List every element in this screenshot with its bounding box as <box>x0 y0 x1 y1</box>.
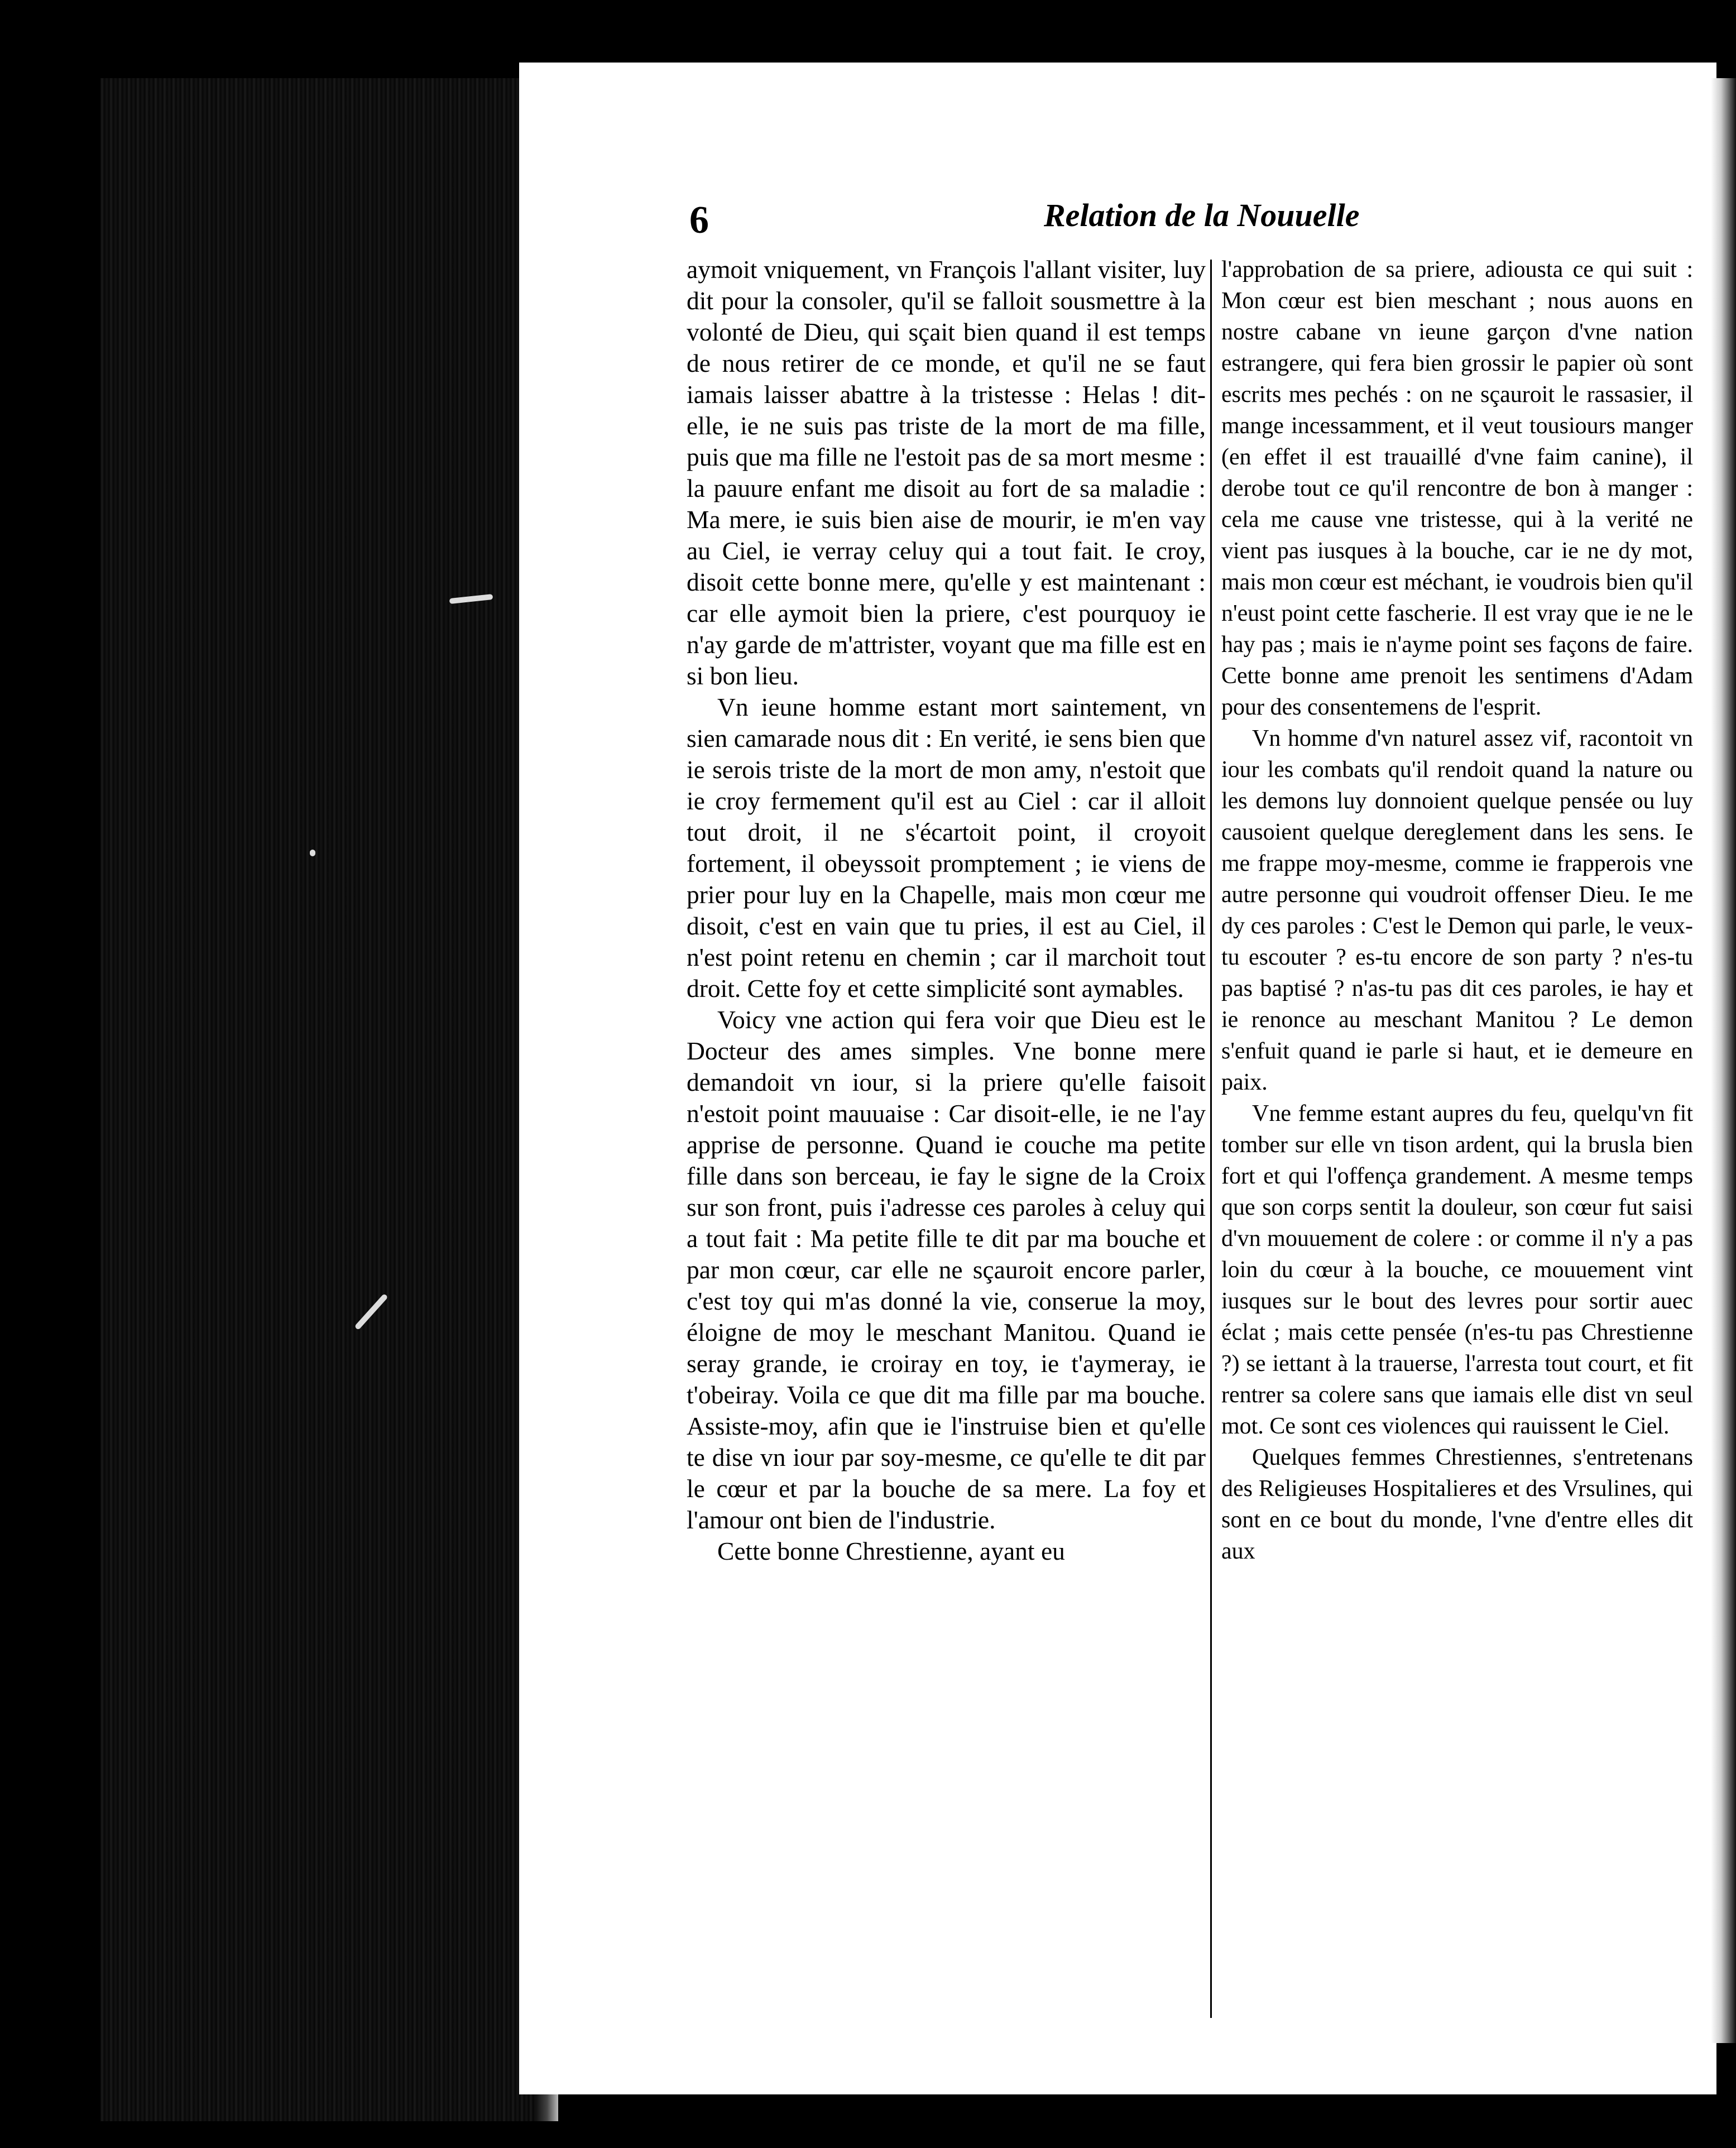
paragraph: Vn ieune homme estant mort saintement, vn sien camarade nous dit : En verité, ie sens bien que ie serois triste de la mort de mon amy, n'estoit que ie croy fermement qu'il est au Ciel : car il alloit tout droit, il ne s'écartoit point, il croyoit fortement, il obeyssoit promptement ; ie viens de prier pour luy en la Chapelle, mais mon cœur me disoit, c'est en vain que tu pries, il est au Ciel, il n'est point retenu en chemin ; car il marchoit tout droit. Cette foy et cette simplicité sont aymables. <box>687 693 1206 1003</box>
paragraph: Vn homme d'vn naturel assez vif, racontoit vn iour les combats qu'il rendoit quand la nature ou les demons luy donnoient quelque pensée ou luy causoient quelque dereglement dans les sens. Ie me frappe moy-mesme, comme ie frapperois vne autre personne qui voudroit offenser Dieu. Ie me dy ces paroles : C'est le Demon qui parle, le veux-tu escouter ? es-tu encore de son party ? n'es-tu pas baptisé ? n'as-tu pas dit ces paroles, ie hay et ie renonce au meschant Manitou ? Le demon s'enfuit quand ie parle si haut, et ie demeure en paix. <box>1221 726 1693 1095</box>
paragraph: Quelques femmes Chrestiennes, s'entretenans des Religieuses Hospitalieres et des Vrsulines, qui sont en ce bout du monde, l'vne d'entre elles dit aux <box>1221 1445 1693 1564</box>
paragraph: Vne femme estant aupres du feu, quelqu'vn fit tomber sur elle vn tison ardent, qui la brusla bien fort et qui l'offença grandement. A mesme temps que son corps sentit la douleur, son cœur fut saisi d'vn mouuement de colere : or comme il n'y a pas loin du cœur à la bouche, ce mouuement vint iusques sur le bout des levres pour sortir auec éclat ; mais cette pensée (n'es-tu pas Chrestienne ?) se iettant à la trauerse, l'arresta tout court, et fit rentrer sa colere sans que iamais elle dist vn seul mot. Ce sont ces violences qui rauissent le Ciel. <box>1221 1101 1693 1439</box>
scan-speck <box>310 850 315 856</box>
column-divider <box>1210 260 1212 2018</box>
paragraph: Voicy vne action qui fera voir que Dieu est le Docteur des ames simples. Vne bonne mere demandoit vn iour, si la priere qu'elle faisoit n'estoit point mauuaise : Car disoit-elle, ie ne l'ay apprise de personne. Quand ie couche ma petite fille dans son berceau, ie fay le signe de la Croix sur son front, puis i'adresse ces paroles à celuy qui a tout fait : Ma petite fille te dit par ma bouche et par mon cœur, car elle ne sçauroit encore parler, c'est toy qui m'as donné la vie, conserue la moy, éloigne de moy le meschant Manitou. Quand ie seray grande, ie croiray en toy, ie t'aymeray, ie t'obeiray. Voila ce que dit ma fille par ma bouche. Assiste-moy, afin que ie l'instruise bien et qu'elle te dise vn iour par soy-mesme, ce qu'elle te dit par le cœur et par la bouche de sa mere. La foy et l'amour ont bien de l'industrie. <box>687 1005 1206 1534</box>
page-edge <box>1711 78 1736 2043</box>
paragraph: aymoit vniquement, vn François l'allant visiter, luy dit pour la consoler, qu'il se falloit sousmettre à la volonté de Dieu, qui sçait bien quand il est temps de nous retirer de ce monde, et qu'il ne se faut iamais laisser abattre à la tristesse : Helas ! dit-elle, ie ne suis pas triste de la mort de ma fille, puis que ma fille ne l'estoit pas de sa mort mesme : la pauure enfant me disoit au fort de sa maladie : Ma mere, ie suis bien aise de mourir, ie m'en vay au Ciel, ie verray celuy qui a tout fait. Ie croy, disoit cette bonne mere, qu'elle y est maintenant : car elle aymoit bien la priere, c'est pourquoy ie n'ay garde de m'attrister, voyant que ma fille est en si bon lieu. <box>687 255 1206 690</box>
paragraph: Cette bonne Chrestienne, ayant eu <box>717 1537 1065 1565</box>
book-spine <box>100 78 558 2121</box>
running-title: Relation de la Nouuelle <box>1044 197 1360 233</box>
right-column <box>1221 254 1693 1567</box>
page-number: 6 <box>689 199 709 242</box>
left-column <box>687 254 1206 1567</box>
paragraph: l'approbation de sa priere, adiousta ce qui suit : Mon cœur est bien meschant ; nous auons en nostre cabane vn ieune garçon d'vne nation estrangere, qui fera bien grossir le papier où sont escrits mes pechés : on ne sçauroit le rassasier, il mange incessamment, et il veut tousiours manger (en effet il est trauaillé d'vne faim canine), il derobe tout ce qu'il rencontre de bon à manger : cela me cause vne tristesse, qui à la verité ne vient pas iusques à la bouche, car ie ne dy mot, mais mon cœur est méchant, ie voudrois bien qu'il n'eust point cette fascherie. Il est vray que ie ne le hay pas ; mais ie n'ayme point ses façons de faire. Cette bonne ame prenoit les sentimens d'Adam pour des consentemens de l'esprit. <box>1221 257 1693 720</box>
